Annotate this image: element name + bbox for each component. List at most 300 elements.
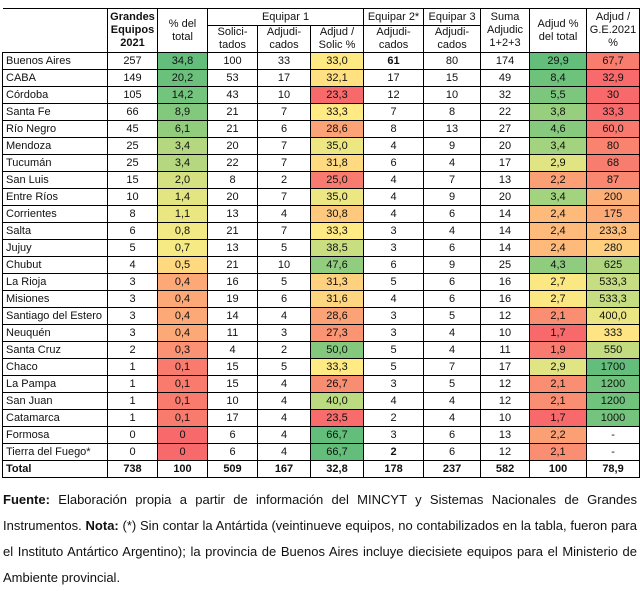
- value-cell: 3: [108, 274, 158, 291]
- value-cell: 4: [258, 410, 311, 427]
- value-cell: 6,1: [158, 121, 208, 138]
- value-cell: 34,8: [158, 53, 208, 70]
- value-cell: 2,1: [530, 444, 587, 461]
- value-cell: 15: [208, 376, 258, 393]
- value-cell: 68: [587, 155, 640, 172]
- value-cell: 8,9: [158, 104, 208, 121]
- value-cell: 28,6: [311, 121, 364, 138]
- value-cell: 40,0: [311, 393, 364, 410]
- value-cell: 4: [364, 172, 424, 189]
- value-cell: 20: [481, 189, 530, 206]
- value-cell: 14: [481, 240, 530, 257]
- value-cell: 33,0: [311, 53, 364, 70]
- value-cell: 625: [587, 257, 640, 274]
- province-name: Salta: [3, 223, 108, 240]
- table-row: [3, 376, 640, 393]
- value-cell: 10: [258, 257, 311, 274]
- table-row: [3, 274, 640, 291]
- value-cell: 4,6: [530, 121, 587, 138]
- value-cell: 1: [108, 410, 158, 427]
- value-cell: 14: [481, 206, 530, 223]
- corner-cell: [3, 9, 108, 53]
- value-cell: 13: [481, 172, 530, 189]
- value-cell: 0: [108, 427, 158, 444]
- table-row: [3, 87, 640, 104]
- value-cell: 105: [108, 87, 158, 104]
- value-cell: 11: [208, 325, 258, 342]
- value-cell: 1: [108, 359, 158, 376]
- value-cell: 7: [424, 172, 481, 189]
- value-cell: 7: [364, 104, 424, 121]
- value-cell: 400,0: [587, 308, 640, 325]
- value-cell: 1,9: [530, 342, 587, 359]
- value-cell: 8,4: [530, 70, 587, 87]
- value-cell: 20: [208, 189, 258, 206]
- province-name: Mendoza: [3, 138, 108, 155]
- value-cell: 4,3: [530, 257, 587, 274]
- value-cell: 33,3: [587, 104, 640, 121]
- value-cell: 8: [208, 172, 258, 189]
- value-cell: 25,0: [311, 172, 364, 189]
- value-cell: 7: [424, 359, 481, 376]
- value-cell: 4: [108, 257, 158, 274]
- value-cell: 9: [424, 138, 481, 155]
- value-cell: 45: [108, 121, 158, 138]
- value-cell: 13: [481, 427, 530, 444]
- value-cell: 12: [481, 444, 530, 461]
- value-cell: 17: [208, 410, 258, 427]
- note-keyword: Fuente:: [3, 492, 50, 507]
- value-cell: 16: [481, 274, 530, 291]
- value-cell: 2,2: [530, 427, 587, 444]
- value-cell: 9: [424, 257, 481, 274]
- value-cell: 0,4: [158, 308, 208, 325]
- value-cell: 25: [481, 257, 530, 274]
- value-cell: 2,4: [530, 206, 587, 223]
- table-row: [3, 240, 640, 257]
- table-header: [3, 9, 640, 53]
- value-cell: 11: [481, 342, 530, 359]
- value-cell: 4: [258, 427, 311, 444]
- value-cell: 0,4: [158, 274, 208, 291]
- value-cell: 280: [587, 240, 640, 257]
- value-cell: 10: [424, 87, 481, 104]
- value-cell: 33,3: [311, 223, 364, 240]
- value-cell: 31,3: [311, 274, 364, 291]
- province-name: Buenos Aires: [3, 53, 108, 70]
- value-cell: 10: [258, 87, 311, 104]
- value-cell: 23,3: [311, 87, 364, 104]
- value-cell: 10: [481, 410, 530, 427]
- province-name: Jujuy: [3, 240, 108, 257]
- value-cell: 4: [258, 376, 311, 393]
- value-cell: 6: [364, 155, 424, 172]
- table-row: [3, 291, 640, 308]
- value-cell: -: [587, 427, 640, 444]
- value-cell: 26,7: [311, 376, 364, 393]
- value-cell: 5: [108, 240, 158, 257]
- value-cell: 4: [424, 342, 481, 359]
- province-name: Misiones: [3, 291, 108, 308]
- value-cell: 35,0: [311, 189, 364, 206]
- value-cell: 4: [424, 223, 481, 240]
- value-cell: 738: [108, 461, 158, 478]
- col-header-adjud-ge2021: Adjud / G.E.2021 %: [587, 9, 640, 53]
- value-cell: 33: [258, 53, 311, 70]
- province-name: Santiago del Estero: [3, 308, 108, 325]
- value-cell: 22: [481, 104, 530, 121]
- value-cell: 5: [258, 240, 311, 257]
- value-cell: 28,6: [311, 308, 364, 325]
- source-note: [3, 487, 637, 591]
- value-cell: 4: [258, 206, 311, 223]
- value-cell: 38,5: [311, 240, 364, 257]
- value-cell: 21: [208, 121, 258, 138]
- value-cell: 20: [481, 138, 530, 155]
- value-cell: 6: [424, 291, 481, 308]
- value-cell: 1: [108, 393, 158, 410]
- value-cell: 43: [208, 87, 258, 104]
- value-cell: 0,7: [158, 240, 208, 257]
- table-row: [3, 359, 640, 376]
- value-cell: 4: [424, 325, 481, 342]
- value-cell: 2,2: [530, 172, 587, 189]
- col-header-suma-adjudic: Suma Adjudic 1+2+3: [481, 9, 530, 53]
- note-text: Elaboración propia a partir de información del MINCYT y Sistemas Nacionales de Grandes Instrumentos.: [3, 492, 637, 533]
- value-cell: 27: [481, 121, 530, 138]
- value-cell: 2,7: [530, 274, 587, 291]
- value-cell: 87: [587, 172, 640, 189]
- col-header-adjudicados-1: Adjudicados: [258, 26, 311, 53]
- value-cell: 3: [364, 240, 424, 257]
- value-cell: 80: [424, 53, 481, 70]
- value-cell: 29,9: [530, 53, 587, 70]
- value-cell: 53: [208, 70, 258, 87]
- province-name: Neuquén: [3, 325, 108, 342]
- value-cell: 60,0: [587, 121, 640, 138]
- value-cell: 100: [530, 461, 587, 478]
- value-cell: 4: [364, 138, 424, 155]
- value-cell: 8: [424, 104, 481, 121]
- province-name: Chaco: [3, 359, 108, 376]
- value-cell: 509: [208, 461, 258, 478]
- value-cell: 4: [364, 189, 424, 206]
- value-cell: 25: [108, 138, 158, 155]
- value-cell: 4: [424, 393, 481, 410]
- value-cell: 31,8: [311, 155, 364, 172]
- value-cell: 6: [424, 206, 481, 223]
- value-cell: 2,4: [530, 240, 587, 257]
- table-row: [3, 342, 640, 359]
- value-cell: 15: [208, 359, 258, 376]
- value-cell: 3: [364, 427, 424, 444]
- value-cell: 2: [364, 444, 424, 461]
- value-cell: 5: [364, 274, 424, 291]
- value-cell: 14,2: [158, 87, 208, 104]
- province-name: San Luis: [3, 172, 108, 189]
- value-cell: 1: [108, 376, 158, 393]
- value-cell: 4: [258, 308, 311, 325]
- group-header-equipar3: Equipar 3: [424, 9, 481, 26]
- value-cell: 533,3: [587, 274, 640, 291]
- value-cell: 50,0: [311, 342, 364, 359]
- total-row: [3, 461, 640, 478]
- province-name: Córdoba: [3, 87, 108, 104]
- value-cell: 2,9: [530, 359, 587, 376]
- value-cell: 175: [587, 206, 640, 223]
- value-cell: -: [587, 444, 640, 461]
- value-cell: 3,4: [158, 155, 208, 172]
- table-row: [3, 325, 640, 342]
- province-name: Chubut: [3, 257, 108, 274]
- value-cell: 16: [208, 274, 258, 291]
- value-cell: 12: [481, 393, 530, 410]
- group-header-equipar2: Equipar 2*: [364, 9, 424, 26]
- value-cell: 1200: [587, 393, 640, 410]
- value-cell: 3: [364, 325, 424, 342]
- province-name: CABA: [3, 70, 108, 87]
- value-cell: 32,1: [311, 70, 364, 87]
- province-name: Corrientes: [3, 206, 108, 223]
- group-header-equipar1: Equipar 1: [208, 9, 364, 26]
- value-cell: 0,3: [158, 342, 208, 359]
- value-cell: 30: [587, 87, 640, 104]
- value-cell: 12: [364, 87, 424, 104]
- value-cell: 178: [364, 461, 424, 478]
- province-name: Río Negro: [3, 121, 108, 138]
- value-cell: 33,3: [311, 359, 364, 376]
- value-cell: 4: [258, 393, 311, 410]
- value-cell: 200: [587, 189, 640, 206]
- value-cell: 4: [364, 291, 424, 308]
- value-cell: 12: [481, 376, 530, 393]
- province-name: Tucumán: [3, 155, 108, 172]
- value-cell: 78,9: [587, 461, 640, 478]
- value-cell: 257: [108, 53, 158, 70]
- value-cell: 66: [108, 104, 158, 121]
- value-cell: 6: [424, 427, 481, 444]
- value-cell: 6: [208, 444, 258, 461]
- value-cell: 3: [364, 223, 424, 240]
- value-cell: 6: [424, 240, 481, 257]
- value-cell: 12: [481, 308, 530, 325]
- value-cell: 8: [108, 206, 158, 223]
- value-cell: 30,8: [311, 206, 364, 223]
- value-cell: 2,7: [530, 291, 587, 308]
- province-name: San Juan: [3, 393, 108, 410]
- table-row: [3, 189, 640, 206]
- value-cell: 7: [258, 155, 311, 172]
- value-cell: 2: [364, 410, 424, 427]
- value-cell: 2: [258, 342, 311, 359]
- table-row: [3, 257, 640, 274]
- value-cell: 25: [108, 155, 158, 172]
- table-row: [3, 427, 640, 444]
- value-cell: 27,3: [311, 325, 364, 342]
- value-cell: 67,7: [587, 53, 640, 70]
- value-cell: 5: [364, 359, 424, 376]
- value-cell: 61: [364, 53, 424, 70]
- value-cell: 33,3: [311, 104, 364, 121]
- province-name: Formosa: [3, 427, 108, 444]
- value-cell: 2: [258, 172, 311, 189]
- value-cell: 2,4: [530, 223, 587, 240]
- value-cell: 0: [158, 427, 208, 444]
- value-cell: 149: [108, 70, 158, 87]
- col-header-adjudicados-2: Adjudicados: [364, 26, 424, 53]
- value-cell: 17: [481, 359, 530, 376]
- value-cell: 1,7: [530, 410, 587, 427]
- value-cell: 174: [481, 53, 530, 70]
- value-cell: 7: [258, 189, 311, 206]
- value-cell: 0,8: [158, 223, 208, 240]
- value-cell: 10: [108, 189, 158, 206]
- value-cell: 80: [587, 138, 640, 155]
- value-cell: 9: [424, 189, 481, 206]
- value-cell: 1,1: [158, 206, 208, 223]
- value-cell: 17: [481, 155, 530, 172]
- table-row: [3, 444, 640, 461]
- value-cell: 333: [587, 325, 640, 342]
- equipment-table: [2, 8, 640, 478]
- value-cell: 3: [258, 325, 311, 342]
- value-cell: 3,8: [530, 104, 587, 121]
- value-cell: 4: [424, 155, 481, 172]
- value-cell: 21: [208, 257, 258, 274]
- value-cell: 1000: [587, 410, 640, 427]
- value-cell: 4: [364, 206, 424, 223]
- value-cell: 6: [258, 121, 311, 138]
- value-cell: 233,3: [587, 223, 640, 240]
- value-cell: 0,4: [158, 291, 208, 308]
- value-cell: 13: [208, 240, 258, 257]
- value-cell: 0,5: [158, 257, 208, 274]
- value-cell: 5: [424, 308, 481, 325]
- table-row: [3, 410, 640, 427]
- value-cell: 7: [258, 104, 311, 121]
- table-row: [3, 138, 640, 155]
- value-cell: 3: [108, 308, 158, 325]
- table-row: [3, 206, 640, 223]
- table-row: [3, 53, 640, 70]
- value-cell: 4: [364, 393, 424, 410]
- value-cell: 3: [364, 308, 424, 325]
- value-cell: 533,3: [587, 291, 640, 308]
- total-label: Total: [3, 461, 108, 478]
- col-header-adjud-pct-total: Adjud % del total: [530, 9, 587, 53]
- value-cell: 4: [208, 342, 258, 359]
- note-keyword: Nota:: [85, 518, 119, 533]
- value-cell: 5: [364, 342, 424, 359]
- value-cell: 3,4: [530, 189, 587, 206]
- value-cell: 13: [424, 121, 481, 138]
- value-cell: 32,8: [311, 461, 364, 478]
- col-header-grandes-equipos: Grandes Equipos 2021: [108, 9, 158, 53]
- value-cell: 3: [364, 376, 424, 393]
- table-body: [3, 53, 640, 478]
- value-cell: 20,2: [158, 70, 208, 87]
- value-cell: 17: [364, 70, 424, 87]
- value-cell: 47,6: [311, 257, 364, 274]
- col-header-pct-total: % del total: [158, 9, 208, 53]
- value-cell: 100: [158, 461, 208, 478]
- value-cell: 4: [424, 410, 481, 427]
- value-cell: 0,4: [158, 325, 208, 342]
- value-cell: 32: [481, 87, 530, 104]
- province-name: La Rioja: [3, 274, 108, 291]
- table-row: [3, 70, 640, 87]
- table-row: [3, 104, 640, 121]
- value-cell: 13: [208, 206, 258, 223]
- value-cell: 2,0: [158, 172, 208, 189]
- province-name: Santa Fe: [3, 104, 108, 121]
- value-cell: 3,4: [158, 138, 208, 155]
- value-cell: 2,1: [530, 308, 587, 325]
- province-name: Tierra del Fuego*: [3, 444, 108, 461]
- value-cell: 16: [481, 291, 530, 308]
- value-cell: 100: [208, 53, 258, 70]
- value-cell: 3,4: [530, 138, 587, 155]
- value-cell: 6: [258, 291, 311, 308]
- value-cell: 23,5: [311, 410, 364, 427]
- value-cell: 22: [208, 155, 258, 172]
- value-cell: 6: [108, 223, 158, 240]
- value-cell: 0: [158, 444, 208, 461]
- value-cell: 5: [258, 359, 311, 376]
- value-cell: 237: [424, 461, 481, 478]
- value-cell: 550: [587, 342, 640, 359]
- value-cell: 582: [481, 461, 530, 478]
- col-header-adjud-solic: Adjud / Solic %: [311, 26, 364, 53]
- value-cell: 2,9: [530, 155, 587, 172]
- value-cell: 14: [481, 223, 530, 240]
- value-cell: 15: [108, 172, 158, 189]
- value-cell: 19: [208, 291, 258, 308]
- value-cell: 66,7: [311, 427, 364, 444]
- value-cell: 0: [108, 444, 158, 461]
- value-cell: 6: [424, 274, 481, 291]
- value-cell: 7: [258, 138, 311, 155]
- value-cell: 1700: [587, 359, 640, 376]
- value-cell: 32,9: [587, 70, 640, 87]
- value-cell: 6: [208, 427, 258, 444]
- value-cell: 167: [258, 461, 311, 478]
- value-cell: 3: [108, 291, 158, 308]
- province-name: Entre Ríos: [3, 189, 108, 206]
- value-cell: 10: [481, 325, 530, 342]
- province-name: Catamarca: [3, 410, 108, 427]
- value-cell: 14: [208, 308, 258, 325]
- value-cell: 1,7: [530, 325, 587, 342]
- value-cell: 17: [258, 70, 311, 87]
- table-row: [3, 172, 640, 189]
- table-row: [3, 155, 640, 172]
- value-cell: 2: [108, 342, 158, 359]
- value-cell: 35,0: [311, 138, 364, 155]
- value-cell: 1,4: [158, 189, 208, 206]
- value-cell: 0,1: [158, 393, 208, 410]
- table-row: [3, 393, 640, 410]
- value-cell: 15: [424, 70, 481, 87]
- value-cell: 2,1: [530, 376, 587, 393]
- value-cell: 20: [208, 138, 258, 155]
- col-header-solicitados: Solicitados: [208, 26, 258, 53]
- value-cell: 49: [481, 70, 530, 87]
- value-cell: 5,5: [530, 87, 587, 104]
- col-header-adjudicados-3: Adjudicados: [424, 26, 481, 53]
- value-cell: 0,1: [158, 359, 208, 376]
- value-cell: 10: [208, 393, 258, 410]
